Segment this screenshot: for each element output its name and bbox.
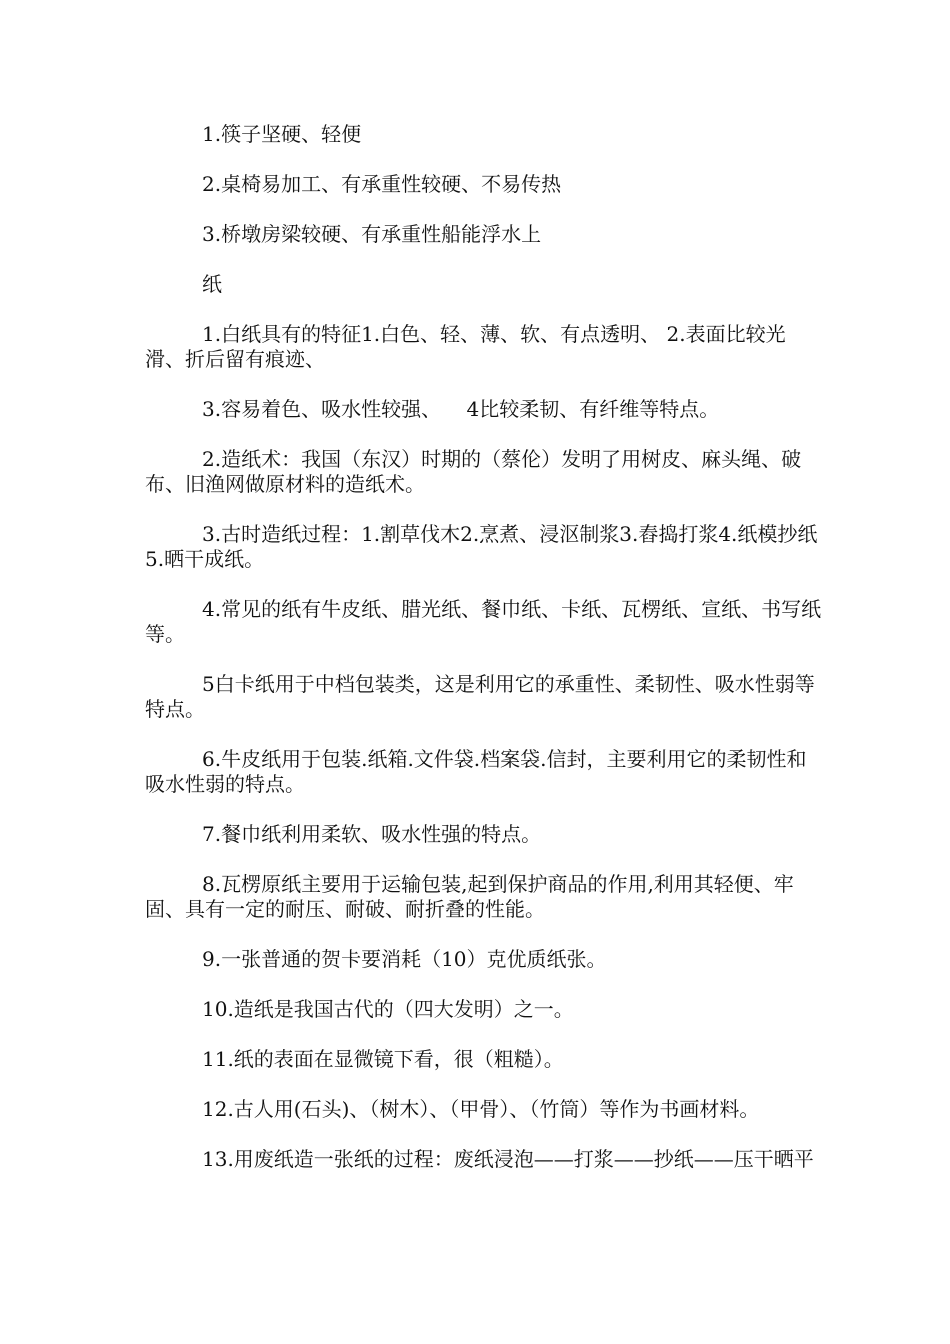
- paragraph-ancient-process: 3.古时造纸过程：1.割草伐木2.烹煮、浸沤制浆3.舂捣打浆4.纸模抄纸5.晒干成纸。: [145, 522, 818, 571]
- paragraph-white-cardboard: 5白卡纸用于中档包装类，这是利用它的承重性、柔韧性、吸水性弱等特点。: [145, 672, 815, 721]
- paragraph-ancient-materials: 12.古人用(石头)、（树木）、（甲骨）、（竹筒）等作为书画材料。: [202, 1097, 760, 1121]
- paragraph-kraft-paper: 6.牛皮纸用于包装.纸箱.文件袋.档案袋.信封，主要利用它的柔韧性和吸水性弱的特点。: [145, 747, 807, 796]
- section-heading-paper: 纸: [202, 272, 222, 296]
- paragraph-napkin-paper: 7.餐巾纸利用柔软、吸水性强的特点。: [202, 822, 542, 846]
- paragraph-white-paper-features: 1.白纸具有的特征1.白色、轻、薄、软、有点透明、 2.表面比较光滑、折后留有痕迹、: [145, 322, 786, 371]
- paragraph-common-papers: 4.常见的纸有牛皮纸、腊光纸、餐巾纸、卡纸、瓦楞纸、宣纸、书写纸等。: [145, 597, 822, 646]
- paragraph-four-inventions: 10.造纸是我国古代的（四大发明）之一。: [202, 997, 574, 1021]
- document-body: [145, 122, 825, 1197]
- paragraph-coloring-absorbency: 3.容易着色、吸水性较强、 4比较柔韧、有纤维等特点。: [202, 397, 720, 421]
- paragraph-bridge-beams: 3.桥墩房梁较硬、有承重性船能浮水上: [202, 222, 542, 246]
- paragraph-tables-chairs: 2.桌椅易加工、有承重性较硬、不易传热: [202, 172, 562, 196]
- paragraph-corrugated-paper: 8.瓦楞原纸主要用于运输包装,起到保护商品的作用,利用其轻便、牢固、具有一定的耐压、耐破、耐折叠的性能。: [145, 872, 794, 921]
- paragraph-microscope-surface: 11.纸的表面在显微镜下看，很（粗糙）。: [202, 1047, 564, 1071]
- paragraph-greeting-card: 9.一张普通的贺卡要消耗（10）克优质纸张。: [202, 947, 607, 971]
- paragraph-papermaking-invention: 2.造纸术：我国（东汉）时期的（蔡伦）发明了用树皮、麻头绳、破布、旧渔网做原材料的造纸术。: [145, 447, 802, 496]
- paragraph-recycled-paper: 13.用废纸造一张纸的过程：废纸浸泡——打浆——抄纸——压干晒平: [202, 1147, 814, 1171]
- paragraph-chopsticks: 1.筷子坚硬、轻便: [202, 122, 362, 146]
